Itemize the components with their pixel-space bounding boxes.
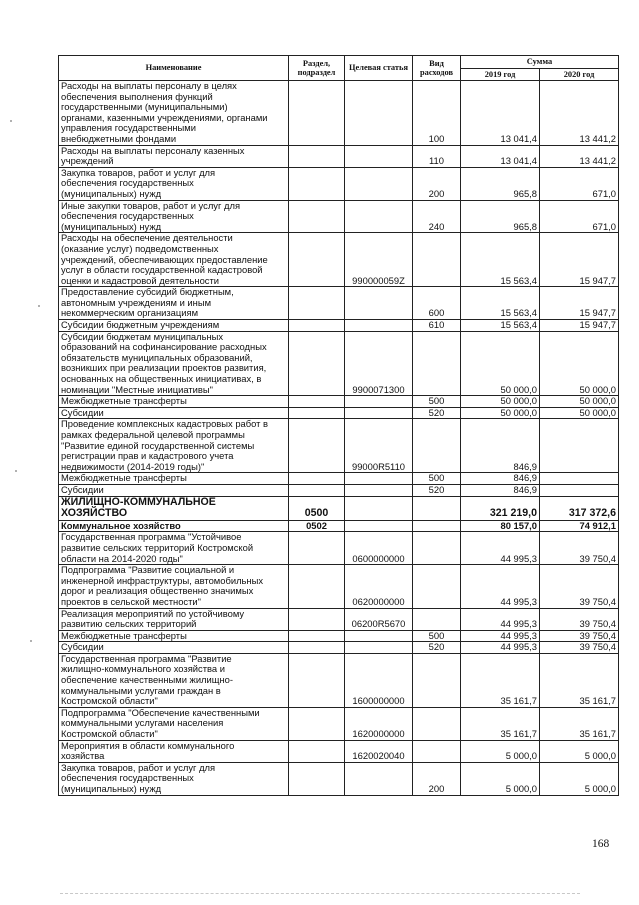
row-name-line: коммунальными услугами населения <box>61 717 224 729</box>
row-name-line: жилищно-коммунального хозяйства и <box>61 663 225 675</box>
table-row <box>59 419 619 473</box>
row-name-line: Государственная программа "Устойчивое <box>61 531 242 543</box>
row-name <box>59 707 289 740</box>
row-expense-type <box>413 520 461 532</box>
header-vid: Вид расходов <box>413 56 461 81</box>
row-sum-2020 <box>540 473 619 485</box>
row-name-line: Предоставление субсидий бюджетным, <box>61 286 234 298</box>
row-name <box>59 532 289 565</box>
row-sum-2019: 846,9 <box>461 419 540 473</box>
row-sum-2019: 44 995,3 <box>461 565 540 608</box>
row-expense-type <box>413 331 461 396</box>
row-name <box>59 630 289 642</box>
row-expense-type: 200 <box>413 167 461 200</box>
row-name <box>59 320 289 332</box>
row-name <box>59 642 289 654</box>
row-sum-2019: 80 157,0 <box>461 520 540 532</box>
row-sum-2020: 13 441,2 <box>540 81 619 146</box>
table-row <box>59 740 619 762</box>
row-sum-2020: 15 947,7 <box>540 233 619 287</box>
row-sum-2020: 35 161,7 <box>540 653 619 707</box>
row-target-article: 0600000000 <box>345 532 413 565</box>
row-section: 0500 <box>289 496 345 520</box>
row-section <box>289 473 345 485</box>
row-section <box>289 200 345 233</box>
row-section <box>289 642 345 654</box>
row-section <box>289 740 345 762</box>
row-name-line: обеспечение качественными жилищно- <box>61 674 233 686</box>
table-row <box>59 331 619 396</box>
row-sum-2020 <box>540 484 619 496</box>
row-expense-type <box>413 496 461 520</box>
row-target-article: 1620020040 <box>345 740 413 762</box>
row-name-line: Проведение комплексных кадастровых работ в <box>61 418 269 430</box>
table-row <box>59 565 619 608</box>
row-name <box>59 653 289 707</box>
row-section <box>289 532 345 565</box>
table-row <box>59 407 619 419</box>
scan-edge-line <box>60 893 580 894</box>
row-name-line: Костромской области" <box>61 695 158 707</box>
row-expense-type: 520 <box>413 407 461 419</box>
row-expense-type: 520 <box>413 642 461 654</box>
row-sum-2019: 50 000,0 <box>461 331 540 396</box>
row-sum-2019: 15 563,4 <box>461 287 540 320</box>
row-name-line: Иные закупки товаров, работ и услуг для <box>61 200 241 211</box>
row-name-line: Мероприятия в области коммунального <box>61 740 235 751</box>
row-sum-2020: 50 000,0 <box>540 331 619 396</box>
row-name-line: Расходы на выплаты персоналу в целях <box>61 80 237 91</box>
table-row <box>59 320 619 332</box>
table-row <box>59 496 619 520</box>
table-row <box>59 287 619 320</box>
row-name-line: Расходы на обеспечение деятельности <box>61 232 233 244</box>
row-sum-2020: 39 750,4 <box>540 642 619 654</box>
row-sum-2020: 15 947,7 <box>540 287 619 320</box>
row-sum-2019: 321 219,0 <box>461 496 540 520</box>
row-expense-type <box>413 608 461 630</box>
row-name-line: проектов в сельской местности" <box>61 595 201 607</box>
table-row <box>59 167 619 200</box>
row-section <box>289 419 345 473</box>
row-expense-type: 240 <box>413 200 461 233</box>
table-row <box>59 762 619 795</box>
row-sum-2019: 44 995,3 <box>461 642 540 654</box>
page-number: 168 <box>592 838 610 850</box>
row-section <box>289 484 345 496</box>
scan-speck <box>38 305 40 307</box>
header-2020: 2020 год <box>540 68 619 81</box>
row-sum-2019: 44 995,3 <box>461 608 540 630</box>
row-section <box>289 320 345 332</box>
row-target-article: 990000059Z <box>345 233 413 287</box>
row-name <box>59 496 289 520</box>
row-section <box>289 707 345 740</box>
table-row <box>59 81 619 146</box>
row-name <box>59 419 289 473</box>
row-name <box>59 200 289 233</box>
row-sum-2019: 15 563,4 <box>461 320 540 332</box>
row-name-line: услуг в области государственной кадастровой <box>61 264 263 276</box>
row-section <box>289 287 345 320</box>
row-target-article <box>345 200 413 233</box>
row-name <box>59 407 289 419</box>
row-name-line: обязательств муниципальных образований, <box>61 351 253 363</box>
row-name <box>59 484 289 496</box>
row-target-article <box>345 484 413 496</box>
row-name-line: Реализация мероприятий по устойчивому <box>61 608 245 619</box>
row-target-article <box>345 407 413 419</box>
header-sum: Сумма <box>461 56 619 69</box>
row-name-line: учреждений <box>61 155 114 167</box>
row-name-line: развитие сельских территорий Костромской <box>61 541 254 553</box>
table-row <box>59 653 619 707</box>
row-name <box>59 145 289 167</box>
table-row <box>59 396 619 408</box>
row-sum-2020: 671,0 <box>540 167 619 200</box>
row-section: 0502 <box>289 520 345 532</box>
row-target-article <box>345 496 413 520</box>
row-target-article <box>345 320 413 332</box>
row-name <box>59 740 289 762</box>
row-sum-2019: 35 161,7 <box>461 653 540 707</box>
row-sum-2020: 39 750,4 <box>540 630 619 642</box>
table-row <box>59 630 619 642</box>
table-row <box>59 642 619 654</box>
row-name-line: развитию сельских территорий <box>61 618 197 630</box>
row-section <box>289 608 345 630</box>
table-row <box>59 473 619 485</box>
header-2019: 2019 год <box>461 68 540 81</box>
row-name <box>59 762 289 795</box>
row-name-line: Субсидии бюджетам муниципальных <box>61 331 224 342</box>
row-expense-type <box>413 565 461 608</box>
row-name-line: ХОЗЯЙСТВО <box>61 507 128 520</box>
row-name-line: хозяйства <box>61 750 105 762</box>
row-target-article <box>345 145 413 167</box>
row-section <box>289 407 345 419</box>
scan-speck <box>30 640 32 642</box>
row-name-line: области на 2014-2020 годы" <box>61 552 183 564</box>
row-sum-2019: 846,9 <box>461 473 540 485</box>
row-name-line: управления государственными <box>61 122 196 134</box>
row-name-line: ЖИЛИЩНО-КОММУНАЛЬНОЕ <box>61 496 216 508</box>
row-name-line: (муниципальных) нужд <box>61 783 162 794</box>
row-name-line: Субсидии <box>61 641 104 653</box>
row-name-line: дорог и реализация общественно значимых <box>61 585 254 597</box>
row-sum-2020 <box>540 419 619 473</box>
row-sum-2020: 13 441,2 <box>540 145 619 167</box>
table-row <box>59 707 619 740</box>
row-expense-type: 610 <box>413 320 461 332</box>
row-name-line: Субсидии <box>61 484 104 495</box>
row-sum-2020: 317 372,6 <box>540 496 619 520</box>
table-row <box>59 608 619 630</box>
header-name: Наименование <box>59 56 289 81</box>
row-name-line: Межбюджетные трансферты <box>61 630 187 641</box>
row-name-line: оценки и кадастровой деятельности <box>61 274 220 286</box>
row-name-line: Межбюджетные трансферты <box>61 395 187 407</box>
row-sum-2019: 13 041,4 <box>461 81 540 146</box>
row-section <box>289 233 345 287</box>
row-target-article: 06200R5670 <box>345 608 413 630</box>
row-target-article: 1620000000 <box>345 707 413 740</box>
row-expense-type <box>413 740 461 762</box>
row-expense-type: 100 <box>413 81 461 146</box>
row-sum-2019: 846,9 <box>461 484 540 496</box>
table-row <box>59 532 619 565</box>
row-name-line: образований на софинансирование расходных <box>61 341 267 353</box>
row-name-line: Подпрограмма "Развитие социальной и <box>61 564 235 576</box>
row-name-line: органами, казенными учреждениями, органами <box>61 111 268 123</box>
row-section <box>289 81 345 146</box>
row-name-line: обеспечения выполнения функций <box>61 90 213 102</box>
row-name-line: Субсидии <box>61 407 104 418</box>
row-target-article <box>345 396 413 408</box>
row-expense-type: 600 <box>413 287 461 320</box>
table-row <box>59 200 619 233</box>
row-sum-2020: 39 750,4 <box>540 565 619 608</box>
row-name-line: "Развитие единой государственной системы <box>61 439 255 451</box>
scan-speck <box>10 120 12 122</box>
row-expense-type <box>413 653 461 707</box>
row-name-line: (муниципальных) нужд <box>61 187 162 199</box>
row-expense-type <box>413 707 461 740</box>
row-sum-2020: 50 000,0 <box>540 407 619 419</box>
row-name-line: некоммерческим организациям <box>61 307 199 319</box>
row-sum-2020: 39 750,4 <box>540 532 619 565</box>
row-target-article: 9900071300 <box>345 331 413 396</box>
row-expense-type: 500 <box>413 630 461 642</box>
row-name-line: Закупка товаров, работ и услуг для <box>61 762 216 773</box>
row-name <box>59 396 289 408</box>
row-name-line: Костромской области" <box>61 728 158 740</box>
budget-page <box>58 55 618 796</box>
row-sum-2019: 965,8 <box>461 167 540 200</box>
header-target: Целевая статья <box>345 56 413 81</box>
row-section <box>289 762 345 795</box>
row-target-article: 1600000000 <box>345 653 413 707</box>
row-expense-type <box>413 532 461 565</box>
row-name-line: Подпрограмма "Обеспечение качественными <box>61 707 260 718</box>
row-section <box>289 145 345 167</box>
row-name-line: недвижимости (2014-2019 годы)" <box>61 460 205 472</box>
row-name-line: возникших при реализации проектов развития, <box>61 362 267 374</box>
row-target-article <box>345 167 413 200</box>
row-target-article <box>345 630 413 642</box>
row-sum-2019: 50 000,0 <box>461 396 540 408</box>
row-expense-type: 500 <box>413 396 461 408</box>
row-name-line: внебюджетными фондами <box>61 132 177 144</box>
row-sum-2020: 671,0 <box>540 200 619 233</box>
row-sum-2019: 13 041,4 <box>461 145 540 167</box>
row-sum-2019: 5 000,0 <box>461 740 540 762</box>
row-name <box>59 81 289 146</box>
row-expense-type <box>413 419 461 473</box>
row-name-line: Коммунальное хозяйство <box>61 520 181 531</box>
row-section <box>289 565 345 608</box>
row-name <box>59 233 289 287</box>
scan-speck <box>15 470 17 472</box>
row-target-article <box>345 520 413 532</box>
row-section <box>289 653 345 707</box>
row-sum-2020: 39 750,4 <box>540 608 619 630</box>
row-section <box>289 630 345 642</box>
row-name-line: обеспечения государственных <box>61 772 194 784</box>
row-name-line: инженерной инфраструктуры, автомобильных <box>61 574 264 586</box>
row-target-article: 0620000000 <box>345 565 413 608</box>
row-name-line: основанных на общественных инициативах, в <box>61 373 262 385</box>
row-sum-2020: 5 000,0 <box>540 762 619 795</box>
row-name-line: Государственная программа "Развитие <box>61 653 232 664</box>
table-row <box>59 520 619 532</box>
budget-table <box>58 55 619 796</box>
row-expense-type <box>413 233 461 287</box>
row-name <box>59 167 289 200</box>
row-name-line: государственными (муниципальными) <box>61 101 228 113</box>
row-name-line: учреждений, обеспечивающих предоставление <box>61 253 268 265</box>
row-name-line: Межбюджетные трансферты <box>61 472 187 484</box>
row-name-line: рамках федеральной целевой программы <box>61 429 245 440</box>
row-sum-2019: 35 161,7 <box>461 707 540 740</box>
row-name <box>59 520 289 532</box>
row-name <box>59 565 289 608</box>
row-name-line: коммунальными услугами граждан в <box>61 684 221 696</box>
row-expense-type: 110 <box>413 145 461 167</box>
row-expense-type: 500 <box>413 473 461 485</box>
row-name-line: обеспечения государственных <box>61 210 194 222</box>
row-name-line: Расходы на выплаты персоналу казенных <box>61 145 245 156</box>
row-section <box>289 396 345 408</box>
table-row <box>59 233 619 287</box>
row-name-line: регистрации прав и кадастрового учета <box>61 450 234 462</box>
row-name-line: обеспечения государственных <box>61 177 194 189</box>
row-name-line: автономным учреждениям и иным <box>61 296 212 308</box>
row-target-article <box>345 473 413 485</box>
row-name <box>59 287 289 320</box>
row-target-article <box>345 287 413 320</box>
row-target-article <box>345 81 413 146</box>
table-row <box>59 484 619 496</box>
row-expense-type: 520 <box>413 484 461 496</box>
row-sum-2019: 44 995,3 <box>461 630 540 642</box>
row-sum-2019: 50 000,0 <box>461 407 540 419</box>
row-target-article: 99000R5110 <box>345 419 413 473</box>
table-row <box>59 145 619 167</box>
row-sum-2019: 44 995,3 <box>461 532 540 565</box>
row-name-line: Закупка товаров, работ и услуг для <box>61 167 216 178</box>
row-name-line: номинации "Местные инициативы" <box>61 383 213 395</box>
row-sum-2020: 5 000,0 <box>540 740 619 762</box>
row-section <box>289 331 345 396</box>
row-sum-2019: 15 563,4 <box>461 233 540 287</box>
row-target-article <box>345 642 413 654</box>
row-section <box>289 167 345 200</box>
row-sum-2019: 5 000,0 <box>461 762 540 795</box>
row-name <box>59 331 289 396</box>
header-section: Раздел, подраздел <box>289 56 345 81</box>
row-name <box>59 608 289 630</box>
row-sum-2019: 965,8 <box>461 200 540 233</box>
row-sum-2020: 74 912,1 <box>540 520 619 532</box>
row-expense-type: 200 <box>413 762 461 795</box>
row-name <box>59 473 289 485</box>
row-target-article <box>345 762 413 795</box>
row-sum-2020: 50 000,0 <box>540 396 619 408</box>
table-body <box>59 81 619 796</box>
row-sum-2020: 35 161,7 <box>540 707 619 740</box>
row-name-line: Субсидии бюджетным учреждениям <box>61 319 220 331</box>
row-name-line: (оказание услуг) подведомственных <box>61 242 219 254</box>
row-name-line: (муниципальных) нужд <box>61 220 162 232</box>
row-sum-2020: 15 947,7 <box>540 320 619 332</box>
